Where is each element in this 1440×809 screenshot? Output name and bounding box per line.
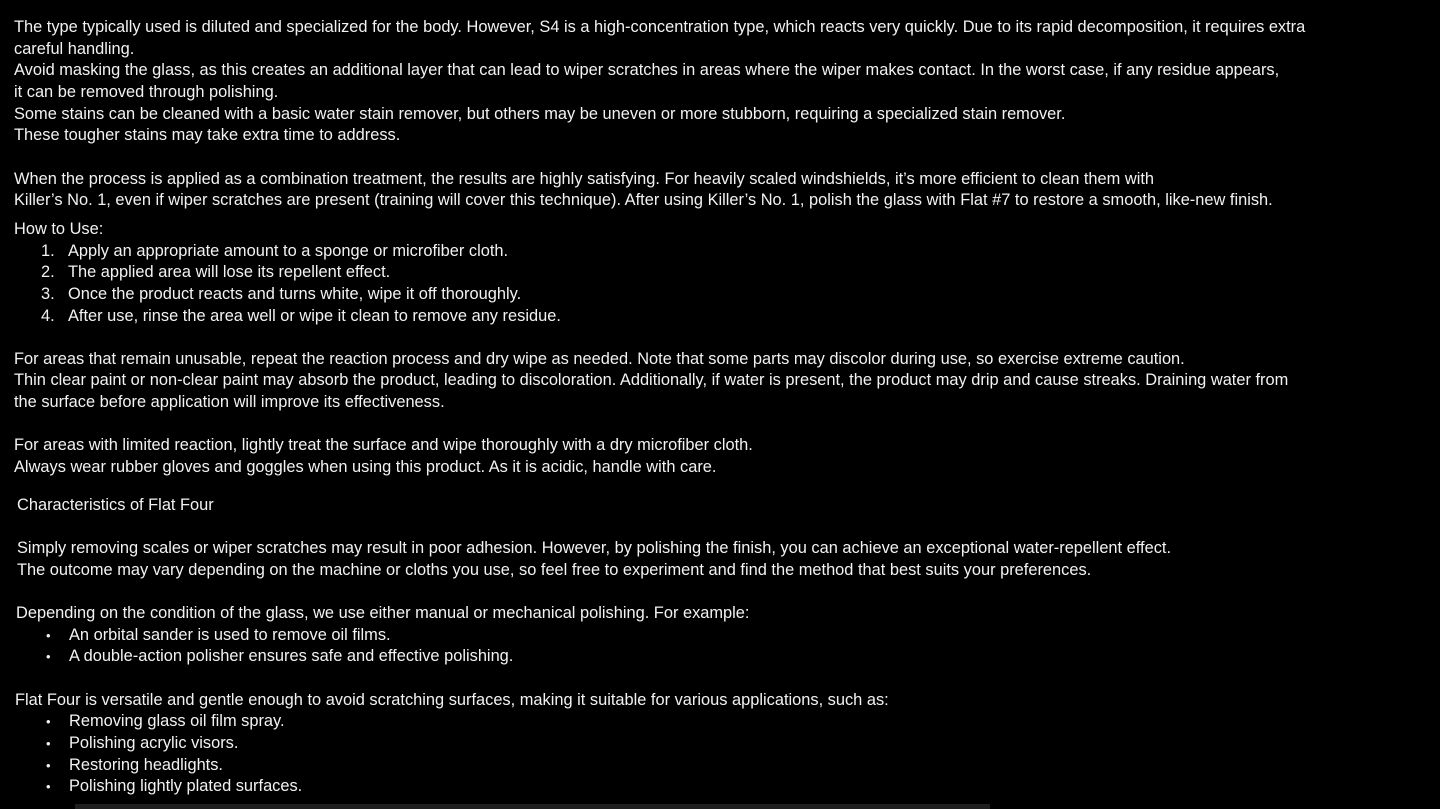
paragraph-line: it can be removed through polishing. — [14, 82, 279, 101]
paragraph-line: Simply removing scales or wiper scratches may result in poor adhesion. However, by polishing the finish, you can achieve an exceptional water-repellent effect. — [17, 539, 1172, 558]
paragraph-line: careful handling. — [14, 39, 135, 58]
paragraph-line: Killer’s No. 1, even if wiper scratches are present (training will cover this technique). After using Killer’s No. 1, polish the glass with Flat #7 to restore a smooth, like-new finish. — [14, 191, 1273, 210]
blank-line — [14, 516, 1440, 538]
list-number: 4. — [41, 306, 55, 325]
paragraph-line: The outcome may vary depending on the machine or cloths you use, so feel free to experiment and find the method that best suits your preferences. — [17, 560, 1092, 579]
spacer — [14, 212, 1440, 219]
paragraph-line: Always wear rubber gloves and goggles when using this product. As it is acidic, handle with care. — [14, 458, 717, 477]
bullet-icon: • — [46, 649, 51, 665]
paragraph-line: For areas with limited reaction, lightly treat the surface and wipe thoroughly with a dry microfiber cloth. — [14, 436, 753, 455]
bullet-icon: • — [46, 735, 51, 751]
list-item-text: Once the product reacts and turns white, wipe it off thoroughly. — [68, 284, 522, 303]
list-item-text: An orbital sander is used to remove oil films. — [69, 625, 391, 644]
numbered-list-item — [14, 241, 1440, 263]
bullet-list-item — [14, 646, 1440, 668]
paragraph-line: the surface before application will improve its effectiveness. — [14, 393, 445, 412]
list-item-text: A double-action polisher ensures safe and effective polishing. — [69, 647, 514, 666]
paragraph-line: Thin clear paint or non-clear paint may absorb the product, leading to discoloration. Additionally, if water is present, the product may drip and cause streaks. Draining water from — [14, 371, 1289, 390]
paragraph-line: Depending on the condition of the glass, we use either manual or mechanical polishing. For example: — [16, 603, 750, 622]
paragraph-line: Flat Four is versatile and gentle enough to avoid scratching surfaces, making it suitable for various applications, such as: — [15, 690, 889, 709]
bullet-icon: • — [46, 757, 51, 773]
paragraph-line: Some stains can be cleaned with a basic water stain remover, but others may be uneven or more stubborn, requiring a specialized stain remover. — [14, 104, 1066, 123]
list-item-text: Restoring headlights. — [69, 755, 223, 774]
paragraph-line: The type typically used is diluted and specialized for the body. However, S4 is a high-concentration type, which reacts very quickly. Due to its rapid decomposition, it requires extra — [14, 18, 1306, 36]
bullet-list-item — [14, 711, 1440, 733]
paragraph-line: Avoid masking the glass, as this creates an additional layer that can lead to wiper scratches in areas where the wiper makes contact. In the worst case, if any residue appears, — [14, 61, 1280, 80]
blank-line — [14, 414, 1440, 436]
bullet-list-item — [14, 625, 1440, 647]
how-to-use-heading: How to Use: — [14, 219, 104, 238]
blank-line — [14, 581, 1440, 603]
blank-line — [14, 668, 1440, 690]
list-number: 2. — [41, 263, 55, 282]
numbered-list-item — [14, 306, 1440, 328]
bullet-icon: • — [46, 714, 51, 730]
list-item-text: After use, rinse the area well or wipe it clean to remove any residue. — [68, 306, 561, 325]
clipped-next-line — [75, 804, 990, 809]
bullet-list-item — [14, 733, 1440, 755]
list-item-text: The applied area will lose its repellent effect. — [68, 263, 391, 282]
list-item-text: Removing glass oil film spray. — [69, 712, 285, 731]
paragraph-line: For areas that remain unusable, repeat the reaction process and dry wipe as needed. Note that some parts may discolor during use, so exercise extreme caution. — [14, 349, 1185, 368]
list-item-text: Apply an appropriate amount to a sponge or microfiber cloth. — [68, 241, 509, 260]
characteristics-heading: Characteristics of Flat Four — [17, 495, 214, 514]
bullet-icon: • — [46, 627, 51, 643]
list-item-text: Polishing lightly plated surfaces. — [69, 777, 303, 796]
blank-line — [14, 327, 1440, 349]
blank-line — [14, 479, 1440, 495]
blank-line — [14, 147, 1440, 169]
paragraph-line: When the process is applied as a combination treatment, the results are highly satisfying. For heavily scaled windshields, it’s more efficient to clean them with — [14, 169, 1155, 188]
numbered-list-item — [14, 284, 1440, 306]
bullet-list-item — [14, 776, 1440, 798]
list-number: 3. — [41, 284, 55, 303]
list-number: 1. — [41, 241, 55, 260]
bullet-list-item — [14, 755, 1440, 777]
numbered-list-item — [14, 262, 1440, 284]
bullet-icon: • — [46, 779, 51, 795]
list-item-text: Polishing acrylic visors. — [69, 733, 239, 752]
paragraph-line: These tougher stains may take extra time to address. — [14, 126, 401, 145]
